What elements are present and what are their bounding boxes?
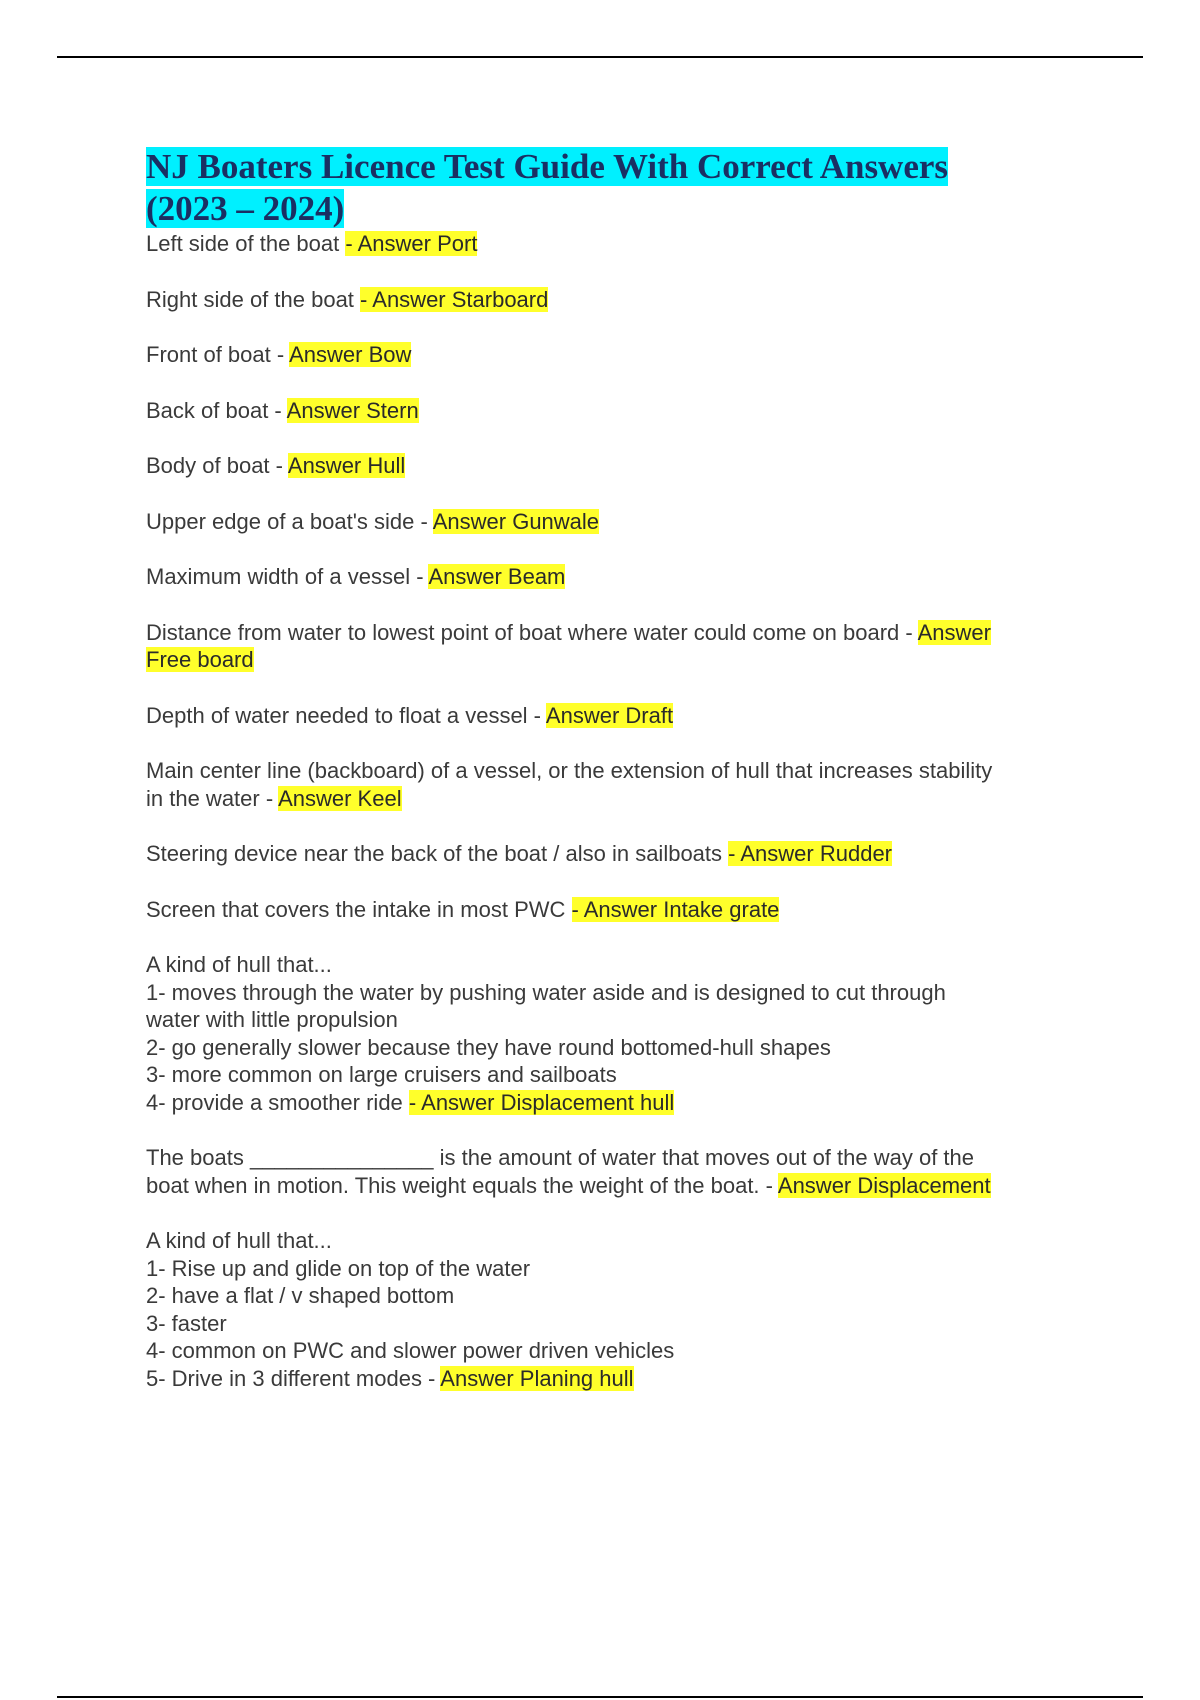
block-line: A kind of hull that... [146,952,332,977]
block-line: 4- common on PWC and slower power driven vehicles [146,1338,675,1363]
document-body [146,146,1086,1420]
block-line [146,1365,1086,1393]
answer: Answer Displacement [777,1172,991,1198]
answer: - Answer Starboard [360,286,549,312]
answer: - Answer Intake grate [571,896,780,922]
question: boat when in motion. This weight equals the weight of the boat. - [146,1172,773,1198]
question: 4- provide a smoother ride [146,1089,403,1115]
block-line: The boats _______________ is the amount of water that moves out of the way of the [146,1145,974,1170]
qa-item [146,619,1086,674]
block-line: 2- have a flat / v shaped bottom [146,1283,455,1308]
block-line: A kind of hull that... [146,1228,332,1253]
qa-item [146,896,1086,924]
question: 5- Drive in 3 different modes - [146,1365,436,1391]
answer: Answer Stern [286,397,419,423]
answer: Answer Planing hull [440,1365,634,1391]
qa-item [146,508,1086,536]
qa-block [146,951,1086,1116]
qa-block [146,1227,1086,1392]
question-line [146,619,1086,647]
qa-block [146,1144,1086,1199]
answer: - Answer Port [345,231,478,256]
question: in the water - [146,785,274,811]
title-line-2: (2023 – 2024) [146,189,345,228]
qa-item [146,702,1086,730]
question: Maximum width of a vessel - [146,564,424,589]
block-line: 1- moves through the water by pushing water aside and is designed to cut through [146,979,946,1005]
question: Body of boat - [146,453,283,478]
answer-continued: Free board [146,647,254,672]
qa-item [146,286,1086,314]
block-line: 3- faster [146,1310,227,1336]
answer: Answer Draft [545,702,674,728]
bottom-rule [57,1696,1143,1698]
question: Back of boat - [146,397,282,423]
question: Depth of water needed to float a vessel - [146,702,542,728]
block-line: 2- go generally slower because they have round bottomed-hull shapes [146,1034,831,1060]
question: Screen that covers the intake in most PWC [146,896,566,922]
answer: Answer Bow [289,342,412,367]
answer-line [146,646,1086,674]
question: Distance from water to lowest point of boat where water could come on board - [146,619,913,645]
qa-item [146,757,1086,812]
answer: Answer [917,619,991,645]
question: Steering device near the back of the boat / also in sailboats [146,841,723,866]
answer: Answer Beam [428,564,566,589]
block-line: water with little propulsion [146,1007,398,1032]
block-line [146,1089,1086,1117]
top-rule [57,56,1143,58]
block-line [146,1172,1086,1200]
answer: - Answer Displacement hull [408,1089,675,1115]
title-line-1: NJ Boaters Licence Test Guide With Correct Answers [146,147,949,186]
qa-item [146,230,1086,258]
question: Left side of the boat [146,231,340,256]
answer: Answer Keel [278,785,402,811]
page-title [146,146,1086,230]
block-line: 3- more common on large cruisers and sailboats [146,1062,617,1087]
question: Front of boat - [146,342,285,367]
question: Right side of the boat [146,286,354,312]
question-line [146,785,1086,813]
qa-item [146,840,1086,868]
qa-item [146,341,1086,369]
answer: - Answer Rudder [728,841,893,866]
qa-item [146,397,1086,425]
block-line: 1- Rise up and glide on top of the water [146,1255,531,1281]
qa-item [146,452,1086,480]
question-line: Main center line (backboard) of a vessel, or the extension of hull that increases stability [146,758,993,783]
answer: Answer Gunwale [432,508,600,534]
qa-item [146,563,1086,591]
question: Upper edge of a boat's side - [146,508,428,534]
answer: Answer Hull [287,453,406,478]
